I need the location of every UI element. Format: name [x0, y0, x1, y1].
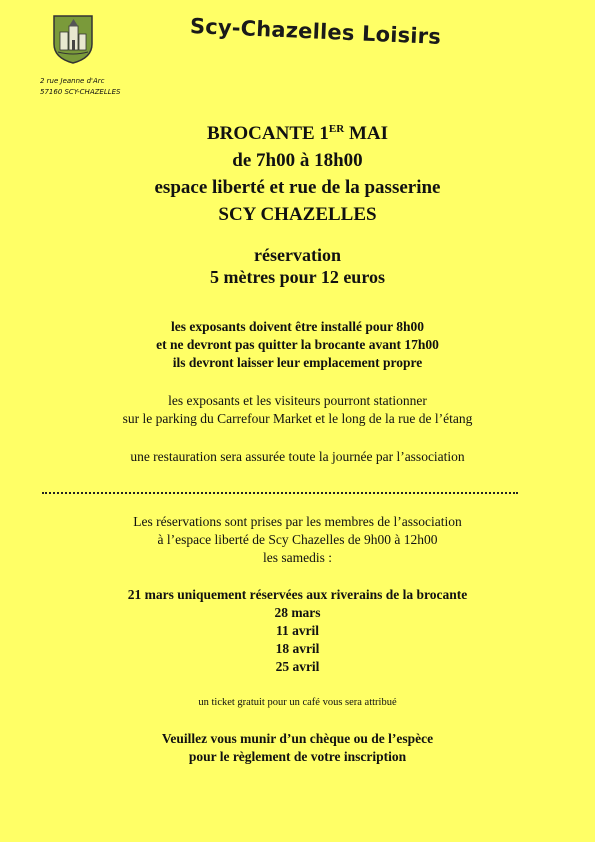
food-block — [0, 448, 595, 466]
event-title — [0, 116, 595, 147]
rule-line: et ne devront pas quitter la brocante avant 17h00 — [156, 337, 439, 352]
food-line: une restauration sera assurée toute la journée par l’association — [130, 449, 465, 464]
address — [40, 76, 121, 98]
reservation-price: 5 mètres pour 12 euros — [210, 267, 385, 287]
rule-line: les exposants doivent être installé pour 8h00 — [170, 319, 424, 334]
reservations-info-line: les samedis : — [263, 550, 332, 565]
rules-block — [0, 318, 595, 372]
event-place: espace liberté et rue de la passerine — [154, 177, 441, 198]
date-line: 28 mars — [274, 605, 321, 620]
event-title-block — [0, 116, 595, 228]
coffee-line: un ticket gratuit pour un café vous sera attribué — [198, 697, 397, 708]
reservation-block — [0, 244, 595, 288]
date-line: 21 mars uniquement réservées aux riverains de la brocante — [127, 587, 468, 602]
address-line: 57160 SCY-CHAZELLES — [40, 88, 121, 96]
event-title-sup: ER — [328, 123, 345, 135]
date-line: 25 avril — [275, 659, 320, 674]
event-hours: de 7h00 à 18h00 — [232, 150, 363, 171]
payment-block — [0, 730, 595, 766]
reservation-heading: réservation — [254, 245, 341, 265]
date-line: 18 avril — [275, 641, 320, 656]
parking-line: les exposants et les visiteurs pourront stationner — [168, 393, 427, 408]
event-title-end: MAI — [344, 123, 389, 144]
reservations-info-block — [0, 513, 595, 567]
event-town: SCY CHAZELLES — [218, 204, 377, 225]
parking-line: sur le parking du Carrefour Market et le long de la rue de l’étang — [122, 411, 473, 426]
reservations-info-line: à l’espace liberté de Scy Chazelles de 9h00 à 12h00 — [157, 532, 438, 547]
dotted-divider — [42, 492, 518, 494]
reservations-info-line: Les réservations sont prises par les membres de l’association — [133, 514, 462, 529]
org-title: Scy-Chazelles Loisirs — [189, 14, 442, 49]
parking-block — [0, 392, 595, 428]
dates-block — [0, 586, 595, 676]
date-line: 11 avril — [275, 623, 320, 638]
rule-line: ils devront laisser leur emplacement propre — [172, 355, 423, 370]
address-line: 2 rue Jeanne d'Arc — [40, 77, 105, 85]
event-title-main: BROCANTE 1 — [206, 123, 329, 144]
coat-of-arms-icon — [52, 14, 94, 64]
coffee-block — [0, 696, 595, 710]
payment-line: Veuillez vous munir d’un chèque ou de l’espèce — [161, 731, 434, 746]
payment-line: pour le règlement de votre inscription — [188, 749, 407, 764]
